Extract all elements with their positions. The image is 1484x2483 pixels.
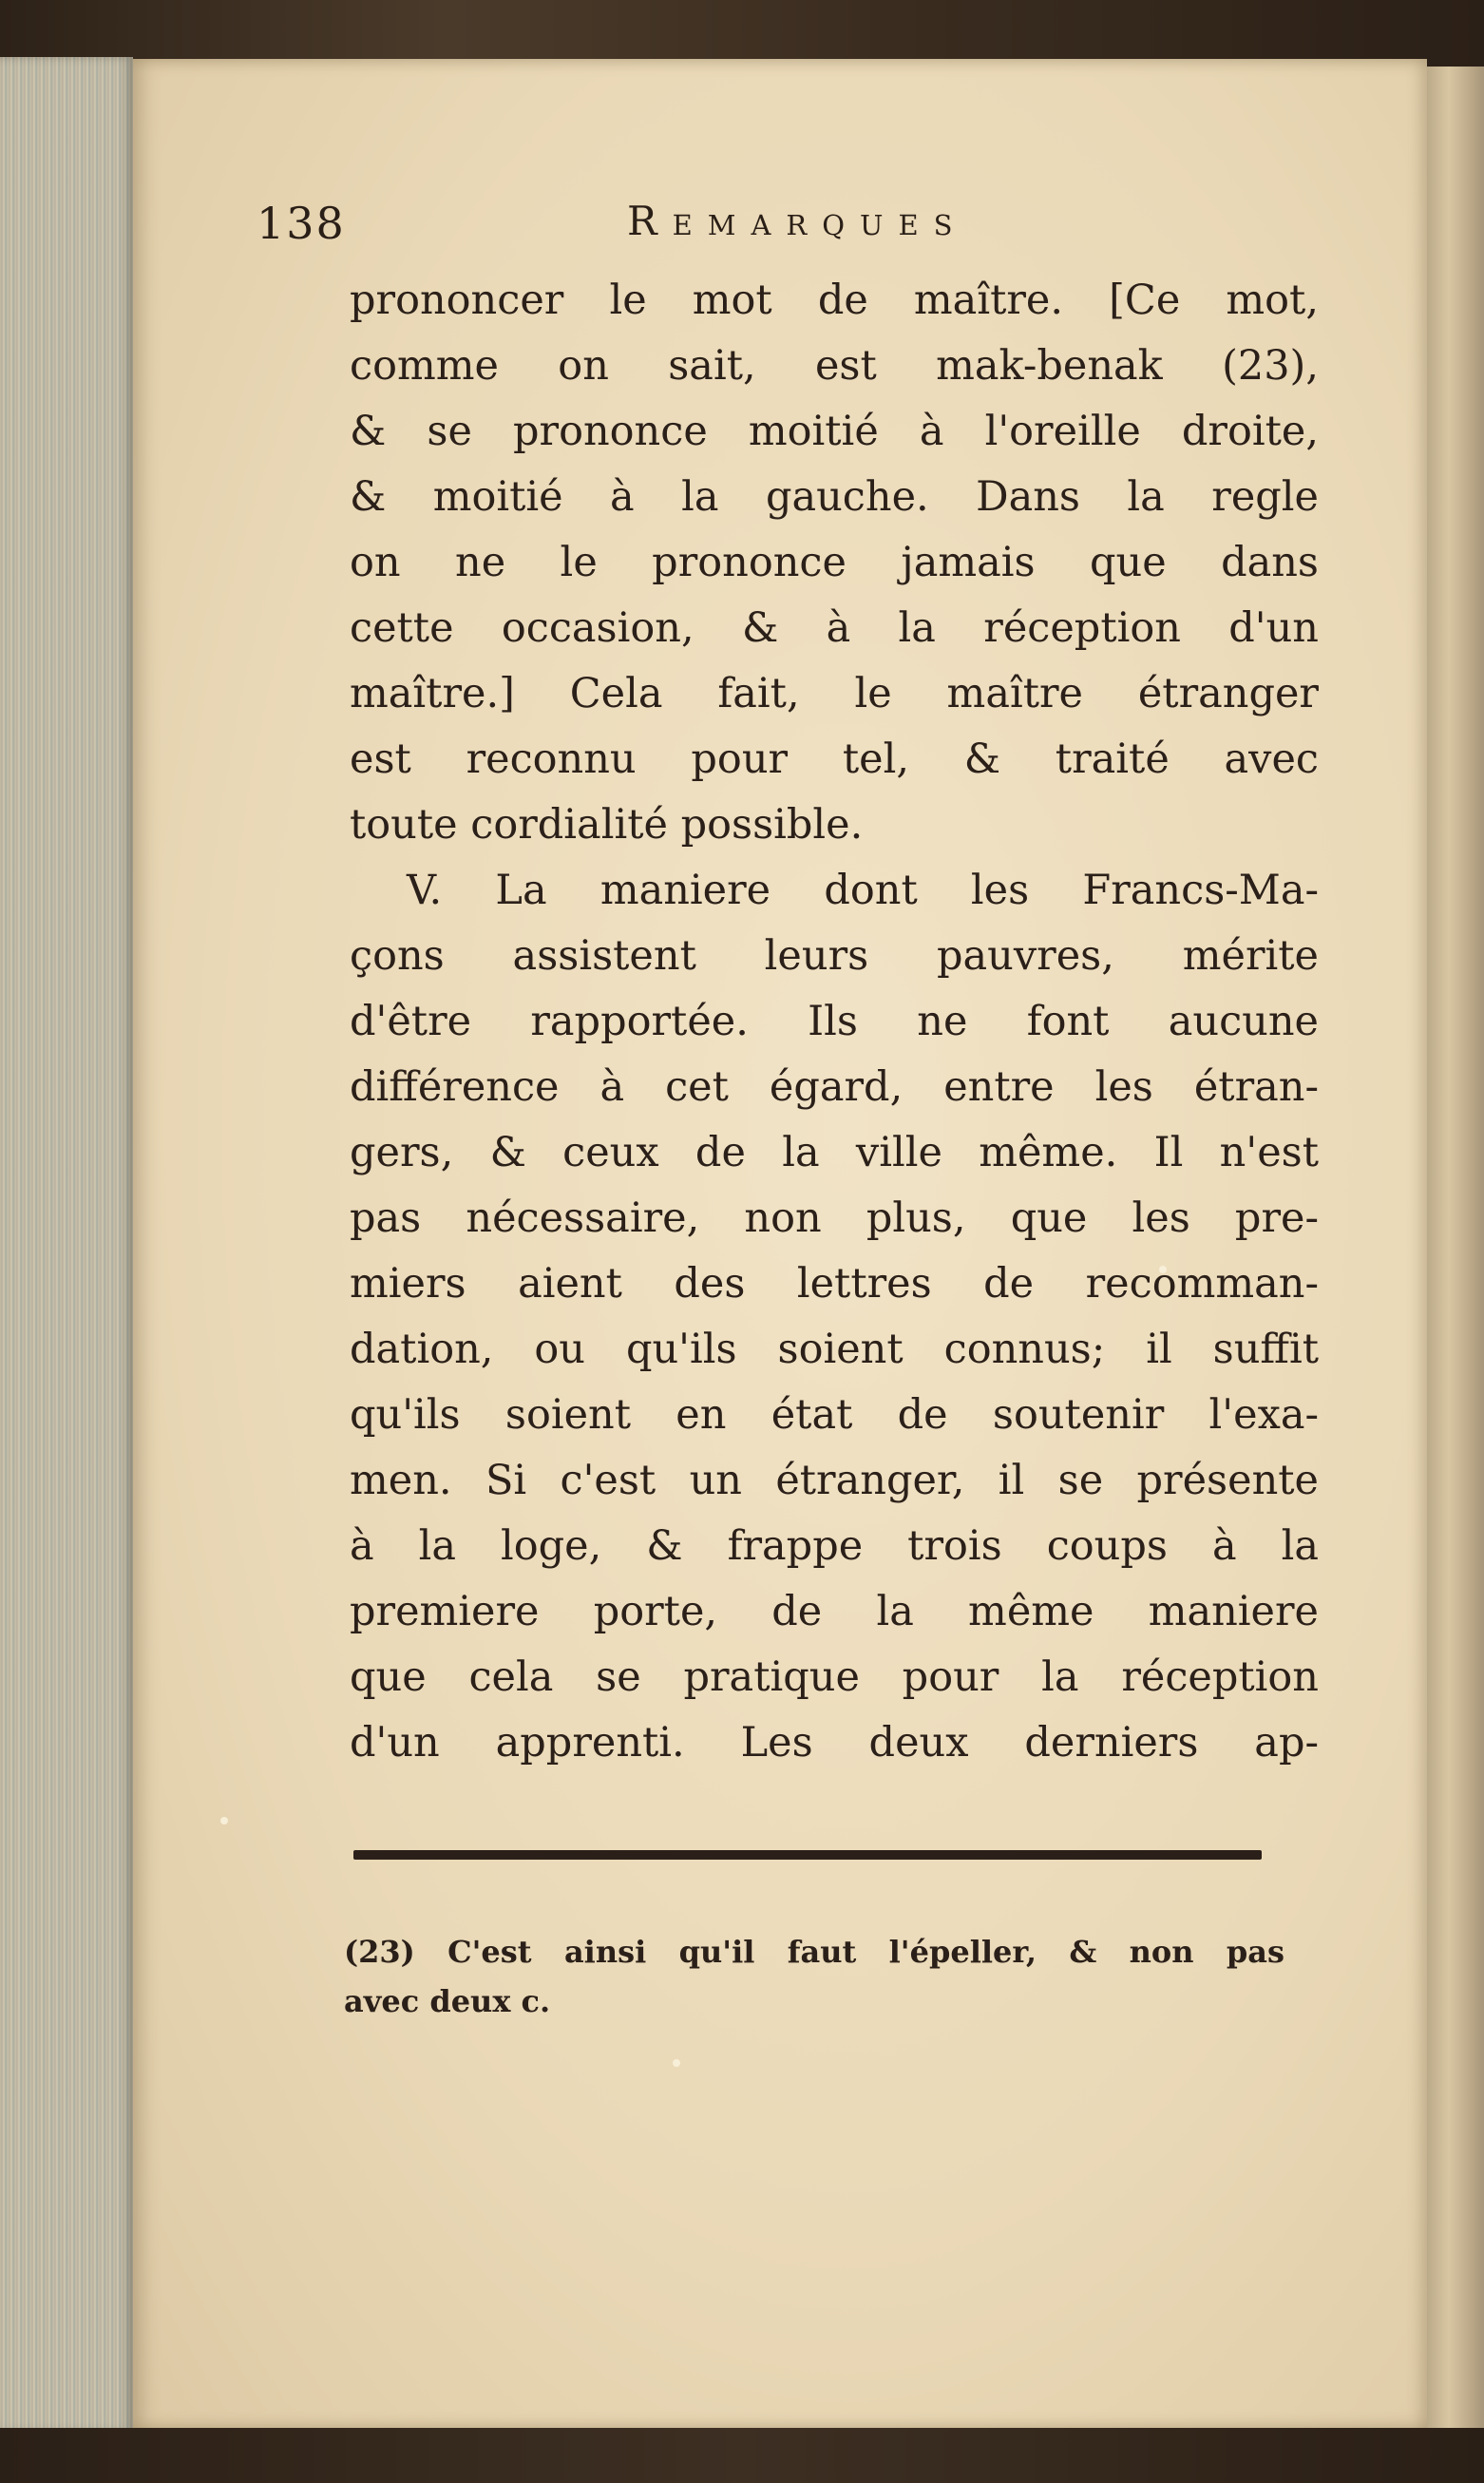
text-line: pas nécessaire, non plus, que les pre- (350, 1194, 1319, 1242)
text-line: différence à cet égard, entre les étran- (350, 1063, 1319, 1111)
text-line: qu'ils soient en état de soutenir l'exa- (350, 1391, 1319, 1439)
footnote-line: avec deux c. (344, 1983, 551, 2019)
text-line: çons assistent leurs pauvres, mérite (350, 932, 1319, 980)
text-line: d'être rapportée. Ils ne font aucune (350, 998, 1319, 1045)
running-head: Remarques (627, 198, 968, 244)
facing-leaf-edge (1425, 67, 1484, 2433)
body-text (350, 268, 1319, 1776)
text-line: cette occasion, & à la réception d'un (350, 604, 1319, 652)
page-edges (0, 57, 133, 2433)
binding-top (0, 0, 1484, 67)
text-line: maître.] Cela fait, le maître étranger (350, 670, 1319, 717)
paper-speck (673, 2059, 680, 2067)
text-line: prononcer le mot de maître. [Ce mot, (350, 277, 1319, 324)
text-line: comme on sait, est mak-benak (23), (350, 342, 1319, 390)
footnote-rule (353, 1850, 1262, 1860)
text-line: gers, & ceux de la ville même. Il n'est (350, 1129, 1319, 1176)
binding-bottom (0, 2428, 1484, 2483)
text-line: que cela se pratique pour la réception (350, 1653, 1319, 1701)
text-line: toute cordialité possible. (350, 801, 864, 849)
footnote-line: (23) C'est ainsi qu'il faut l'épeller, & non pas (344, 1934, 1284, 1970)
text-line: est reconnu pour tel, & traité avec (350, 735, 1319, 783)
page-header (257, 198, 1302, 255)
text-line: & moitié à la gauche. Dans la regle (350, 473, 1319, 521)
text-line: dation, ou qu'ils soient connus; il suffit (350, 1326, 1319, 1373)
text-line: à la loge, & frappe trois coups à la (350, 1522, 1319, 1570)
text-line: miers aient des lettres de recomman- (350, 1260, 1319, 1308)
page-number: 138 (257, 198, 346, 249)
text-line: & se prononce moitié à l'oreille droite, (350, 408, 1319, 455)
text-line: V. La maniere dont les Francs-Ma- (407, 867, 1319, 914)
text-line: d'un apprenti. Les deux derniers ap- (350, 1719, 1319, 1767)
text-line: premiere porte, de la même maniere (350, 1588, 1319, 1635)
text-line: on ne le prononce jamais que dans (350, 539, 1319, 586)
footnote (344, 1927, 1284, 2026)
paper-speck (220, 1817, 228, 1824)
text-line: men. Si c'est un étranger, il se présente (350, 1457, 1319, 1504)
